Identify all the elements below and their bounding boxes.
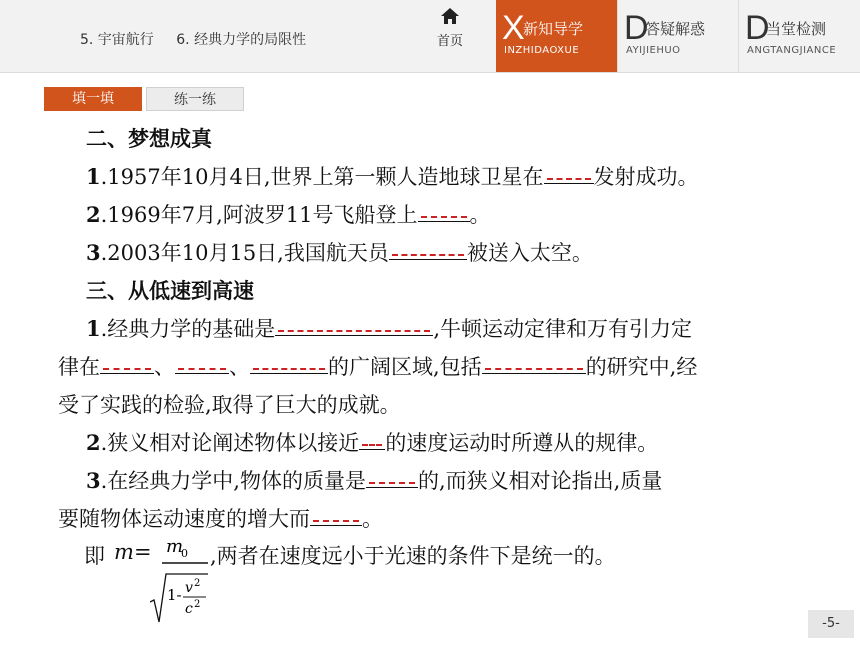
answer-blank[interactable] — [175, 349, 229, 374]
answer-blank[interactable] — [100, 349, 154, 374]
paragraph-1-line-3: 受了实践的检验,取得了巨大的成就。 — [58, 393, 401, 417]
answer-blank[interactable] — [389, 235, 467, 260]
subtab-bar — [44, 87, 244, 111]
item-number: 3 — [86, 468, 101, 493]
question-text: 被送入太空。 — [466, 241, 593, 265]
question-number: 1 — [86, 164, 101, 189]
home-icon — [441, 8, 459, 24]
paragraph-text: ,牛顿运动定律和万有引力定 — [433, 317, 692, 341]
tab-letter: X — [502, 9, 525, 47]
home-button[interactable] — [418, 8, 482, 64]
paragraph-text: 的,而狭义相对论指出,质量 — [417, 469, 663, 493]
question-number: 3 — [86, 240, 101, 265]
paragraph-text: 律在 — [58, 355, 100, 379]
top-navigation-bar — [0, 0, 860, 73]
formula-one-minus: 1- — [167, 586, 182, 604]
tab-label: 答疑解惑 — [645, 20, 706, 38]
section-tabs — [496, 0, 859, 72]
item-number: 2 — [86, 430, 101, 455]
subtab-practice[interactable]: 练一练 — [146, 87, 244, 111]
item-number: 1 — [86, 316, 101, 341]
paragraph-1-line-1 — [58, 310, 798, 348]
paragraph-text: 的广阔区域,包括 — [328, 355, 482, 379]
tab-dangtang-jiance[interactable] — [738, 0, 859, 72]
tab-dayi-jiehuo[interactable] — [617, 0, 738, 72]
separator: 、 — [154, 355, 175, 379]
paragraph-1-line-2 — [58, 348, 798, 386]
answer-blank[interactable] — [544, 159, 594, 184]
paragraph-text: .狭义相对论阐述物体以接近 — [100, 431, 360, 455]
question-number: 2 — [86, 202, 101, 227]
formula-c-exp: 2 — [194, 599, 201, 610]
answer-blank[interactable] — [275, 311, 433, 336]
formula-mass-symbol: m — [114, 540, 134, 564]
separator: 、 — [229, 355, 250, 379]
paragraph-text: 的速度运动时所遵从的规律。 — [385, 431, 659, 455]
tab-letter: D — [624, 9, 649, 47]
answer-blank[interactable] — [310, 501, 362, 526]
answer-blank[interactable] — [366, 463, 418, 488]
answer-blank[interactable] — [482, 349, 586, 374]
breadcrumb-lesson-5: 5. 宇宙航行 — [80, 32, 154, 48]
formula-numerator-sub: 0 — [181, 547, 188, 560]
section-title-dream: 二、梦想成真 — [86, 127, 212, 151]
subtab-fill-in[interactable]: 填一填 — [44, 87, 142, 111]
paragraph-3-line-1 — [58, 462, 798, 500]
tab-label: 新知导学 — [523, 20, 584, 38]
answer-blank[interactable] — [418, 197, 470, 222]
paragraph-text: 。 — [362, 507, 383, 531]
question-text: .2003年10月15日,我国航天员 — [100, 241, 389, 265]
tab-xinzhi-daoxue[interactable] — [496, 0, 617, 72]
formula-equals: = — [134, 540, 152, 564]
answer-blank[interactable] — [250, 349, 328, 374]
formula-v-exp: 2 — [194, 578, 201, 589]
tab-label: 当堂检测 — [766, 20, 827, 38]
formula-suffix: ,两者在速度远小于光速的条件下是统一的。 — [210, 544, 616, 568]
question-text: .1957年10月4日,世界上第一颗人造地球卫星在 — [100, 165, 544, 189]
paragraph-text: 要随物体运动速度的增大而 — [58, 507, 310, 531]
answer-blank[interactable] — [359, 425, 385, 450]
page-number: -5- — [808, 610, 854, 638]
question-2 — [58, 196, 798, 234]
question-1 — [58, 158, 798, 196]
question-text: .1969年7月,阿波罗11号飞船登上 — [100, 203, 418, 227]
tab-letter: D — [745, 9, 770, 47]
question-3 — [58, 234, 798, 272]
breadcrumb — [80, 29, 324, 49]
formula-prefix: 即 — [84, 544, 105, 568]
breadcrumb-lesson-6: 6. 经典力学的局限性 — [176, 32, 307, 48]
question-text: 。 — [469, 203, 491, 227]
paragraph-2 — [58, 424, 798, 462]
formula-fraction-svg — [150, 530, 210, 630]
lesson-content — [58, 120, 798, 538]
question-text: 发射成功。 — [593, 165, 699, 189]
section-title-speed: 三、从低速到高速 — [86, 279, 254, 303]
paragraph-text: 的研究中,经 — [585, 355, 698, 379]
tab-sublabel: AYIJIEHUO — [626, 45, 681, 56]
tab-sublabel: INZHIDAOXUE — [504, 45, 580, 56]
home-label: 首页 — [436, 34, 463, 49]
formula-numerator: m — [166, 536, 184, 557]
formula-c: c — [185, 601, 193, 617]
formula-v: v — [185, 580, 193, 596]
paragraph-text: .在经典力学中,物体的质量是 — [100, 469, 366, 493]
tab-sublabel: ANGTANGJIANCE — [747, 45, 837, 56]
paragraph-text: .经典力学的基础是 — [100, 317, 276, 341]
